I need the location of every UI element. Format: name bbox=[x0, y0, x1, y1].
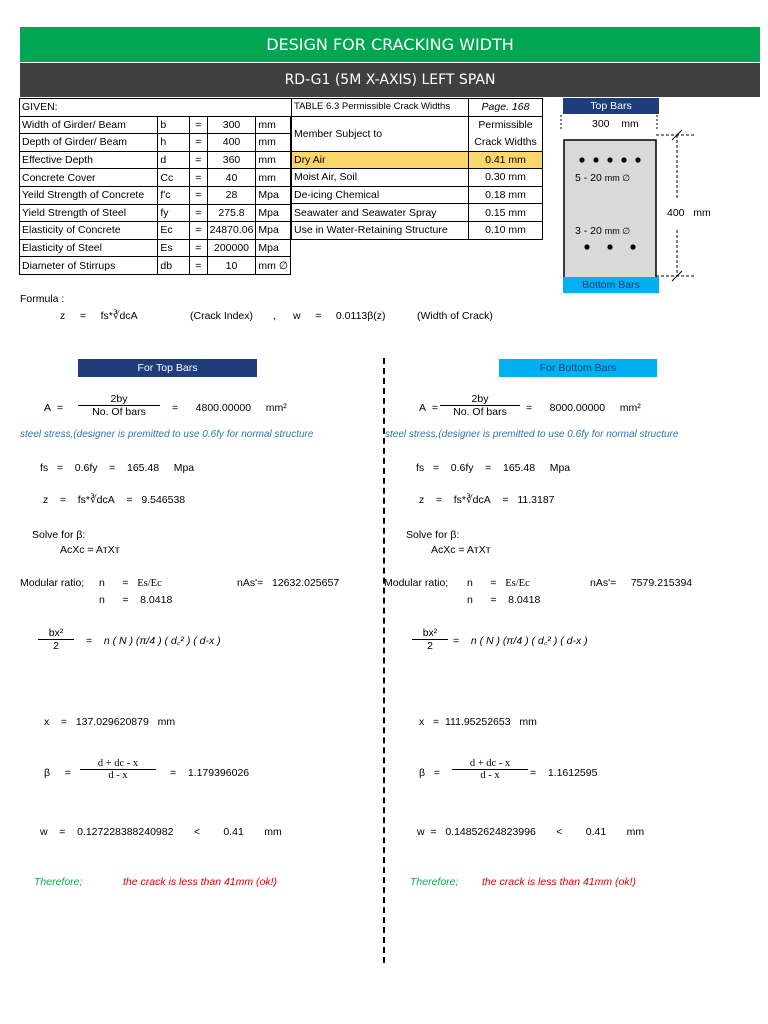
formula-w-desc: (Width of Crack) bbox=[417, 310, 493, 322]
given-param-equals: = bbox=[190, 134, 208, 152]
given-param-name: Width of Girder/ Beam bbox=[20, 116, 158, 134]
top-therefore: Therefore; bbox=[34, 876, 83, 888]
top-steel-note: steel stress,(designer is premitted to use 0.6fy for normal structure bbox=[20, 429, 314, 440]
bottom-bars-header: For Bottom Bars bbox=[499, 359, 657, 377]
beam-section-diagram bbox=[555, 110, 715, 292]
crack-width-row bbox=[292, 186, 543, 204]
given-param-unit: mm bbox=[256, 151, 291, 169]
given-param-value: 275.8 bbox=[207, 204, 256, 222]
given-row bbox=[20, 116, 291, 134]
given-param-equals: = bbox=[190, 116, 208, 134]
given-row bbox=[20, 134, 291, 152]
bottom-fs: fs = 0.6fy = 165.48 Mpa bbox=[416, 462, 571, 474]
given-param-value: 400 bbox=[207, 134, 256, 152]
table-title: TABLE 6.3 Permissible Crack Widths bbox=[292, 99, 469, 117]
bottom-w: w = 0.14852624823996 < 0.41 mm bbox=[417, 826, 645, 838]
given-param-symbol: db bbox=[158, 257, 190, 275]
given-param-unit: mm bbox=[256, 169, 291, 187]
bottom-area-fraction: 2by No. Of bars bbox=[440, 393, 520, 418]
given-row bbox=[20, 169, 291, 187]
top-w: w = 0.127228388240982 < 0.41 mm bbox=[40, 826, 282, 838]
bottom-area-value: = 8000.00000 mm² bbox=[526, 402, 641, 414]
crack-width-row bbox=[292, 221, 543, 239]
given-param-symbol: Ec bbox=[158, 222, 190, 240]
crack-width-value: 0.41 mm bbox=[469, 151, 543, 169]
given-param-value: 300 bbox=[207, 116, 256, 134]
given-param-symbol: b bbox=[158, 116, 190, 134]
given-param-unit: mm ∅ bbox=[256, 257, 291, 275]
given-param-symbol: Es bbox=[158, 239, 190, 257]
given-param-value: 24870.06 bbox=[207, 222, 256, 240]
given-param-unit: mm bbox=[256, 134, 291, 152]
given-param-name: Elasticity of Concrete bbox=[20, 222, 158, 240]
given-row bbox=[20, 204, 291, 222]
given-param-unit: Mpa bbox=[256, 204, 291, 222]
crack-width-value: 0.10 mm bbox=[469, 221, 543, 239]
bottom-bx-fraction: $\frac{\text{bx²}}{2}$ bbox=[412, 627, 448, 652]
given-row bbox=[20, 186, 291, 204]
bottom-solve-label: Solve for β: bbox=[406, 529, 460, 541]
given-param-value: 28 bbox=[207, 186, 256, 204]
top-solve-label: Solve for β: bbox=[32, 529, 86, 541]
given-param-name: Elasticity of Steel bbox=[20, 239, 158, 257]
given-row bbox=[20, 239, 291, 257]
given-param-equals: = bbox=[190, 186, 208, 204]
given-param-unit: mm bbox=[256, 116, 291, 134]
bottom-area-lhs: A = bbox=[419, 402, 438, 414]
given-param-symbol: fy bbox=[158, 204, 190, 222]
formula-comma: , bbox=[273, 310, 276, 322]
crack-width-table bbox=[291, 98, 543, 240]
given-row bbox=[20, 151, 291, 169]
crack-width-row bbox=[292, 204, 543, 222]
formula-w: w = 0.0113β(z) bbox=[293, 310, 386, 322]
crack-member: De-icing Chemical bbox=[292, 186, 469, 204]
given-param-symbol: h bbox=[158, 134, 190, 152]
bottom-n2: n = 8.0418 bbox=[467, 594, 541, 606]
bottom-z: z = fs*∛dcA = 11.3187 bbox=[419, 494, 555, 506]
given-param-equals: = bbox=[190, 151, 208, 169]
formula-z-desc: (Crack Index) bbox=[190, 310, 254, 322]
crack-width-value: 0.15 mm bbox=[469, 204, 543, 222]
bottom-bars-spec: 3 - 20 mm ∅ bbox=[575, 225, 631, 237]
bottom-therefore: Therefore; bbox=[410, 876, 459, 888]
given-param-name: Depth of Girder/ Beam bbox=[20, 134, 158, 152]
top-area-value: = 4800.00000 mm² bbox=[172, 402, 287, 414]
given-param-symbol: Cc bbox=[158, 169, 190, 187]
given-param-symbol: d bbox=[158, 151, 190, 169]
given-param-value: 360 bbox=[207, 151, 256, 169]
given-param-name: Diameter of Stirrups bbox=[20, 257, 158, 275]
top-beta-lhs: β = bbox=[44, 767, 71, 779]
given-param-unit: Mpa bbox=[256, 186, 291, 204]
given-table bbox=[19, 98, 291, 275]
crack-member: Dry Air bbox=[292, 151, 469, 169]
section-height-label: 400 mm bbox=[667, 207, 711, 219]
bottom-result: the crack is less than 41mm (ok!) bbox=[482, 876, 637, 888]
top-bx-rhs: = n ( N ) (π/4 ) ( d꜀² ) ( d-x ) bbox=[86, 635, 221, 647]
bottom-beta-fraction: $\frac{d + dc - x}{d - x}$ bbox=[452, 758, 528, 781]
crack-member: Seawater and Seawater Spray bbox=[292, 204, 469, 222]
bottom-steel-note: steel stress,(designer is premitted to use 0.6fy for normal structure bbox=[385, 429, 679, 440]
crack-width-row bbox=[292, 169, 543, 187]
bottom-bx-rhs: = n ( N ) (π/4 ) ( d꜀² ) ( d-x ) bbox=[453, 635, 588, 647]
top-bars-spec: 5 - 20 mm ∅ bbox=[575, 172, 631, 184]
given-param-name: Concrete Cover bbox=[20, 169, 158, 187]
top-beta-value: = 1.179396026 bbox=[170, 767, 250, 779]
given-param-equals: = bbox=[190, 222, 208, 240]
given-param-unit: Mpa bbox=[256, 222, 291, 240]
given-param-value: 200000 bbox=[207, 239, 256, 257]
given-param-name: Yeild Strength of Concrete bbox=[20, 186, 158, 204]
top-result: the crack is less than 41mm (ok!) bbox=[123, 876, 278, 888]
given-param-name: Effective Depth bbox=[20, 151, 158, 169]
top-bars-header: For Top Bars bbox=[78, 359, 257, 377]
given-param-equals: = bbox=[190, 169, 208, 187]
bottom-nas: nAs'= 7579.215394 bbox=[590, 577, 693, 589]
given-row bbox=[20, 222, 291, 240]
table-col-width-b: Crack Widths bbox=[469, 134, 543, 152]
top-n1: n = Es/Ec bbox=[99, 577, 162, 589]
top-bars-tag: Top Bars bbox=[563, 98, 659, 114]
bottom-n1: n = Es/Ec bbox=[467, 577, 530, 589]
section-width-label: 300 mm bbox=[592, 118, 639, 130]
crack-width-value: 0.30 mm bbox=[469, 169, 543, 187]
crack-member: Moist Air, Soil bbox=[292, 169, 469, 187]
table-page: Page. 168 bbox=[469, 99, 543, 117]
given-param-value: 40 bbox=[207, 169, 256, 187]
given-label: GIVEN: bbox=[20, 99, 291, 117]
given-param-equals: = bbox=[190, 257, 208, 275]
bottom-solve-eq: AcXc = AтXт bbox=[431, 544, 491, 556]
top-z: z = fs*∛dcA = 9.546538 bbox=[43, 494, 186, 506]
given-param-symbol: f'c bbox=[158, 186, 190, 204]
top-nas: nAs'= 12632.025657 bbox=[237, 577, 340, 589]
top-fs: fs = 0.6fy = 165.48 Mpa bbox=[40, 462, 195, 474]
top-bx-fraction: $\frac{\text{bx²}}{2}$ bbox=[38, 627, 74, 652]
given-param-name: Yield Strength of Steel bbox=[20, 204, 158, 222]
top-area-lhs: A = bbox=[44, 402, 63, 414]
crack-member: Use in Water-Retaining Structure bbox=[292, 221, 469, 239]
given-row bbox=[20, 257, 291, 275]
bottom-beta-lhs: β = bbox=[419, 767, 440, 779]
table-col-member: Member Subject to bbox=[292, 116, 469, 151]
bottom-modular-label: Modular ratio; bbox=[384, 577, 449, 589]
crack-width-row bbox=[292, 151, 543, 169]
crack-width-value: 0.18 mm bbox=[469, 186, 543, 204]
bottom-bars-tag: Bottom Bars bbox=[563, 277, 659, 293]
page-subtitle: RD-G1 (5M X-AXIS) LEFT SPAN bbox=[20, 63, 760, 97]
given-param-unit: Mpa bbox=[256, 239, 291, 257]
formula-label: Formula : bbox=[20, 293, 65, 305]
given-param-equals: = bbox=[190, 204, 208, 222]
top-beta-fraction: $\frac{d + dc - x}{d - x}$ bbox=[80, 758, 156, 781]
table-col-width-a: Permissible bbox=[469, 116, 543, 134]
formula-z: z = fs*∛dcA bbox=[60, 310, 138, 322]
top-area-fraction: 2by No. Of bars bbox=[78, 393, 160, 418]
column-divider bbox=[383, 358, 385, 963]
top-solve-eq: AcXc = AтXт bbox=[60, 544, 120, 556]
page-title: DESIGN FOR CRACKING WIDTH bbox=[20, 27, 760, 62]
top-modular-label: Modular ratio; bbox=[20, 577, 85, 589]
given-param-equals: = bbox=[190, 239, 208, 257]
bottom-beta-value: = 1.1612595 bbox=[530, 767, 598, 779]
top-x: x = 137.029620879 mm bbox=[44, 716, 176, 728]
bottom-x: x = 111.95252653 mm bbox=[419, 716, 537, 728]
given-param-value: 10 bbox=[207, 257, 256, 275]
top-n2: n = 8.0418 bbox=[99, 594, 173, 606]
